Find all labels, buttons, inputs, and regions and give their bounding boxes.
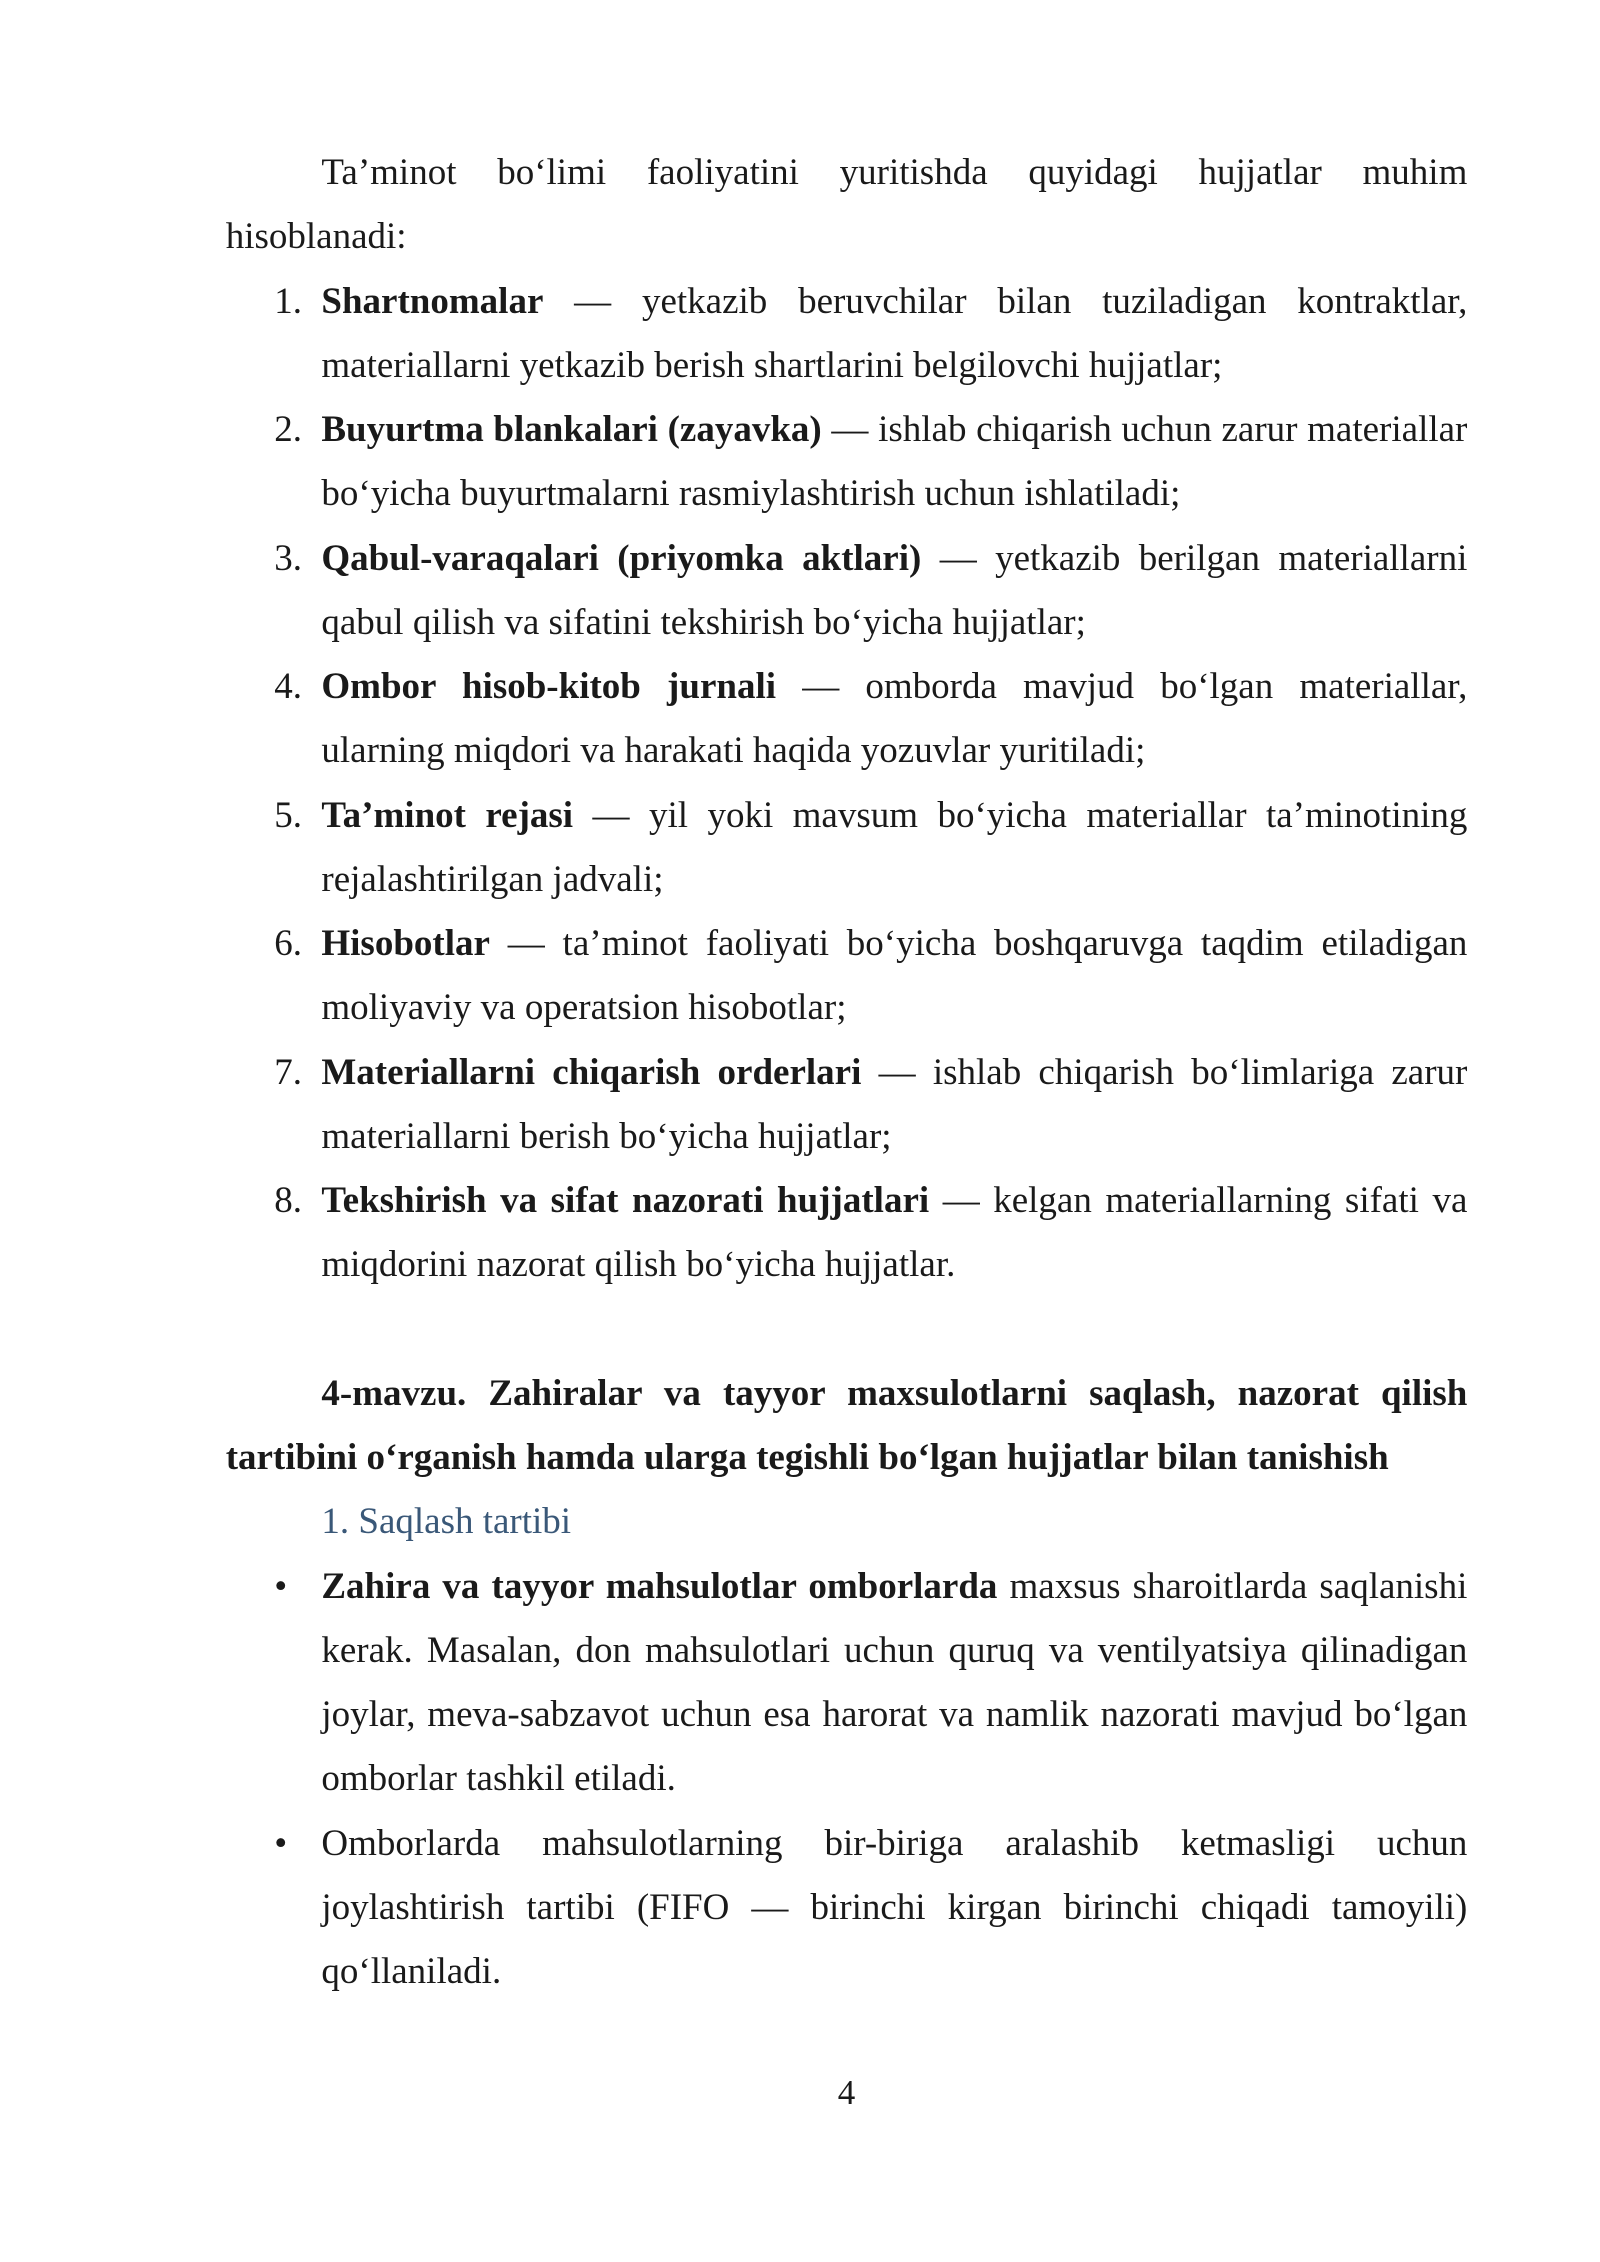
list-item-description: — yetkazib beruvchilar bilan tuziladigan kontraktlar, bbox=[574, 280, 1468, 322]
bullet-text: maxsus sharoitlarda saqlanishi bbox=[1009, 1565, 1468, 1607]
list-item bbox=[226, 784, 1468, 913]
bullet-text: kerak. Masalan, don mahsulotlari uchun quruq va ventilyatsiya qilinadigan bbox=[321, 1629, 1468, 1671]
list-item bbox=[226, 912, 1468, 1041]
bullet-text: omborlar tashkil etiladi. bbox=[321, 1758, 676, 1800]
list-item-first-line bbox=[226, 912, 1468, 976]
text-column bbox=[226, 141, 1468, 2004]
list-item-number: 4. bbox=[274, 666, 303, 707]
list-item-description: rejalashtirilgan jadvali; bbox=[321, 858, 664, 900]
list-item-description: — yetkazib berilgan materiallarni bbox=[939, 537, 1468, 579]
list-item-description: — omborda mavjud bo‘lgan materiallar, bbox=[802, 666, 1468, 707]
list-item-term: Ta’minot rejasi bbox=[321, 794, 574, 836]
bullet-item bbox=[226, 1555, 1468, 1812]
list-item-number: 3. bbox=[274, 537, 303, 579]
list-item bbox=[226, 1169, 1468, 1298]
list-item-term: Shartnomalar bbox=[321, 280, 544, 322]
list-item-number: 5. bbox=[274, 794, 303, 836]
list-item-term: Buyurtma blankalari (zayavka) bbox=[321, 409, 822, 450]
list-item-first-line bbox=[226, 1041, 1468, 1105]
list-item-description: — ta’minot faoliyati bo‘yicha boshqaruvga taqdim etiladigan bbox=[507, 923, 1468, 964]
intro-paragraph bbox=[226, 141, 1468, 270]
section-title-line: tartibini o‘rganish hamda ularga tegishli bo‘lgan hujjatlar bilan tanishish bbox=[225, 1437, 1389, 1478]
subheading: 1. Saqlash tartibi bbox=[321, 1501, 572, 1543]
list-item-description: bo‘yicha buyurtmalarni rasmiylashtirish uchun ishlatiladi; bbox=[321, 473, 1181, 515]
list-item bbox=[226, 1041, 1468, 1170]
list-item-description: — ishlab chiqarish uchun zarur materiallar bbox=[831, 409, 1468, 450]
intro-line: hisoblanadi: bbox=[225, 216, 407, 258]
list-item-description: materiallarni yetkazib berish shartlarini belgilovchi hujjatlar; bbox=[321, 344, 1223, 386]
section-title bbox=[226, 1362, 1468, 1491]
list-item-description: qabul qilish va sifatini tekshirish bo‘yicha hujjatlar; bbox=[321, 601, 1086, 643]
list-item-description: miqdorini nazorat qilish bo‘yicha hujjatlar. bbox=[321, 1244, 956, 1286]
bullet-symbol: • bbox=[274, 1565, 288, 1607]
list-item-first-line bbox=[226, 527, 1468, 591]
list-item-description: — kelgan materiallarning sifati va bbox=[942, 1180, 1468, 1221]
list-item-number: 7. bbox=[274, 1051, 303, 1093]
list-item bbox=[226, 655, 1468, 784]
list-item-description: — ishlab chiqarish bo‘limlariga zarur bbox=[878, 1051, 1468, 1093]
page-number: 4 bbox=[837, 2073, 856, 2112]
list-item bbox=[226, 527, 1468, 656]
list-item-first-line bbox=[226, 784, 1468, 848]
bullet-text: Omborlarda mahsulotlarning bir-biriga aralashib ketmasligi uchun bbox=[321, 1822, 1468, 1864]
bullet-symbol: • bbox=[274, 1822, 288, 1864]
list-item-description: — yil yoki mavsum bo‘yicha materiallar ta’minotining bbox=[592, 794, 1468, 836]
list-item-description: moliyaviy va operatsion hisobotlar; bbox=[321, 987, 847, 1029]
list-item-first-line bbox=[226, 398, 1468, 462]
list-item-description: ularning miqdori va harakati haqida yozuvlar yuritiladi; bbox=[321, 730, 1146, 772]
list-item-first-line bbox=[226, 1169, 1468, 1233]
list-item-description: materiallarni berish bo‘yicha hujjatlar; bbox=[321, 1115, 892, 1157]
list-item-term: Qabul-varaqalari (priyomka aktlari) bbox=[321, 537, 922, 579]
list-item-term: Tekshirish va sifat nazorati hujjatlari bbox=[321, 1180, 930, 1221]
list-item bbox=[226, 270, 1468, 399]
bullet-text: joylashtirish tartibi (FIFO — birinchi kirgan birinchi chiqadi tamoyili) bbox=[321, 1886, 1468, 1928]
paragraph-spacer bbox=[226, 1298, 1468, 1362]
list-item-number: 2. bbox=[274, 409, 303, 450]
bullet-list bbox=[226, 1555, 1468, 2005]
bullet-item bbox=[226, 1812, 1468, 2005]
section-title-line: 4-mavzu. Zahiralar va tayyor maxsulotlarni saqlash, nazorat qilish bbox=[321, 1372, 1468, 1414]
list-item bbox=[226, 398, 1468, 527]
bullet-lead: Zahira va tayyor mahsulotlar omborlarda bbox=[321, 1565, 998, 1607]
bullet-text: joylar, meva-sabzavot uchun esa harorat va namlik nazorati mavjud bo‘lgan bbox=[321, 1694, 1468, 1735]
list-item-term: Materiallarni chiqarish orderlari bbox=[321, 1051, 862, 1093]
list-item-first-line bbox=[226, 270, 1468, 334]
bullet-first-line bbox=[226, 1555, 1468, 1619]
intro-line: Ta’minot bo‘limi faoliyatini yuritishda quyidagi hujjatlar muhim bbox=[321, 152, 1468, 193]
list-item-number: 6. bbox=[274, 923, 303, 964]
list-item-number: 8. bbox=[274, 1180, 303, 1221]
list-item-term: Ombor hisob-kitob jurnali bbox=[321, 666, 777, 707]
list-item-number: 1. bbox=[274, 280, 303, 322]
list-item-term: Hisobotlar bbox=[321, 923, 490, 964]
documents-list bbox=[226, 270, 1468, 1298]
bullet-text: qo‘llaniladi. bbox=[321, 1951, 502, 1992]
list-item-first-line bbox=[226, 655, 1468, 719]
